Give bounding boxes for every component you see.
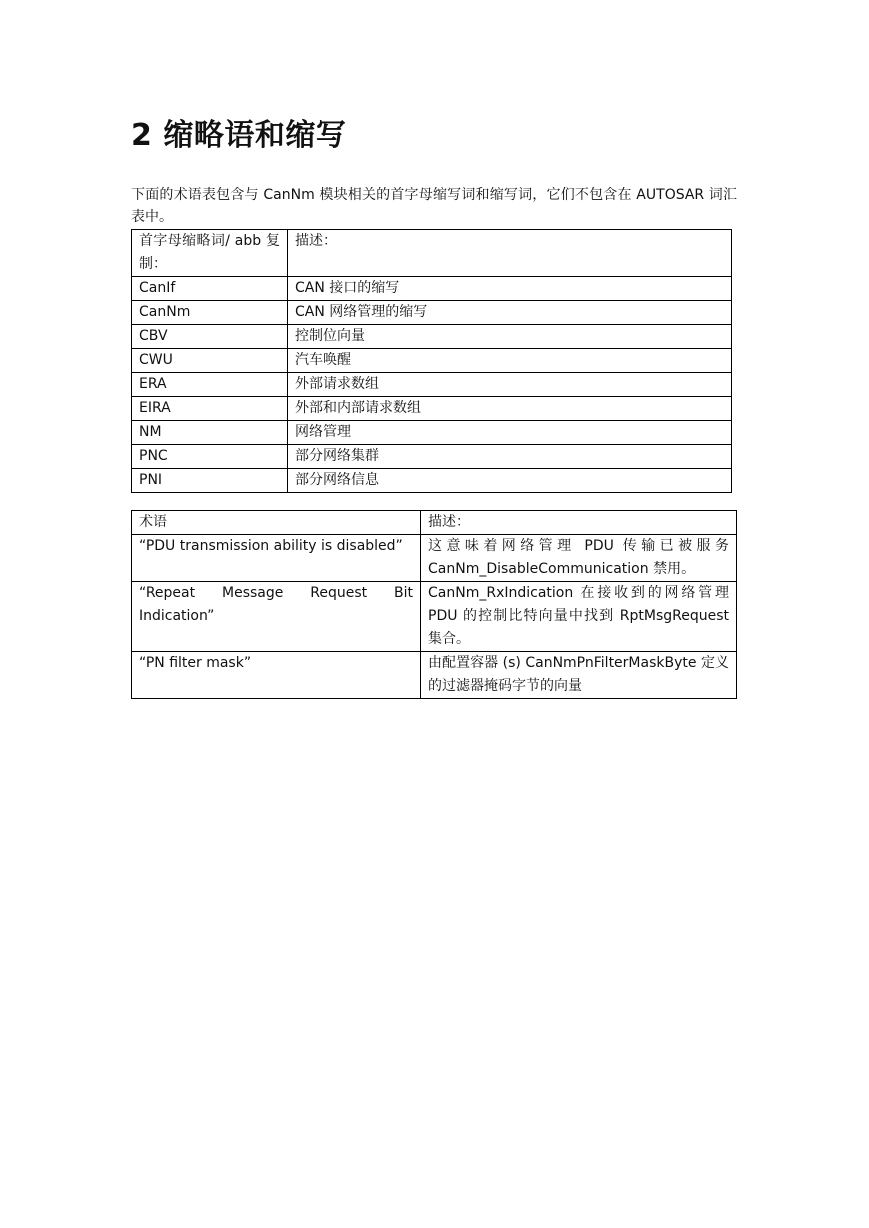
section-heading: 2 缩略语和缩写 <box>131 118 347 153</box>
desc-cell: 外部和内部请求数组 <box>288 397 732 421</box>
desc-cell: CanNm_RxIndication 在接收到的网络管理 PDU 的控制比特向量中找到 RptMsgRequest 集合。 <box>421 582 737 652</box>
table-row <box>132 301 732 325</box>
abbr-cell: CBV <box>132 325 288 349</box>
desc-cell: 部分网络集群 <box>288 445 732 469</box>
table-row <box>132 277 732 301</box>
term-cell: “Repeat Message Request Bit Indication” <box>132 582 421 652</box>
desc-cell: CAN 网络管理的缩写 <box>288 301 732 325</box>
abbr-cell: CanIf <box>132 277 288 301</box>
desc-cell: CAN 接口的缩写 <box>288 277 732 301</box>
table-header-row <box>132 511 737 535</box>
table-row <box>132 373 732 397</box>
desc-cell: 汽车唤醒 <box>288 349 732 373</box>
table-row <box>132 469 732 493</box>
intro-paragraph: 下面的术语表包含与 CanNm 模块相关的首字母缩写词和缩写词，它们不包含在 AUTOSAR 词汇表中。 <box>131 187 737 225</box>
table-row <box>132 652 737 699</box>
abbr-cell: CanNm <box>132 301 288 325</box>
abbr-column-header: 首字母缩略词/ abb 复制： <box>132 230 288 277</box>
table-row <box>132 535 737 582</box>
abbr-cell: PNC <box>132 445 288 469</box>
table-row <box>132 325 732 349</box>
term-column-header: 术语 <box>132 511 421 535</box>
table-row <box>132 445 732 469</box>
desc-cell: 外部请求数组 <box>288 373 732 397</box>
term-cell: “PDU transmission ability is disabled” <box>132 535 421 582</box>
terms-table <box>131 510 737 699</box>
desc-cell: 由配置容器 (s) CanNmPnFilterMaskByte 定义的过滤器掩码字节的向量 <box>421 652 737 699</box>
desc-cell: 网络管理 <box>288 421 732 445</box>
table-row <box>132 397 732 421</box>
abbr-cell: CWU <box>132 349 288 373</box>
abbr-cell: ERA <box>132 373 288 397</box>
desc-cell: 控制位向量 <box>288 325 732 349</box>
table-row <box>132 421 732 445</box>
abbreviations-table <box>131 229 732 493</box>
abbr-cell: NM <box>132 421 288 445</box>
table-row <box>132 582 737 652</box>
term-cell: “PN filter mask” <box>132 652 421 699</box>
abbr-cell: EIRA <box>132 397 288 421</box>
table-row <box>132 349 732 373</box>
desc-cell: 部分网络信息 <box>288 469 732 493</box>
desc-column-header: 描述： <box>288 230 732 277</box>
abbr-cell: PNI <box>132 469 288 493</box>
table-header-row <box>132 230 732 277</box>
desc-column-header: 描述： <box>421 511 737 535</box>
desc-cell: 这意味着网络管理 PDU 传输已被服务 CanNm_DisableCommunication 禁用。 <box>421 535 737 582</box>
